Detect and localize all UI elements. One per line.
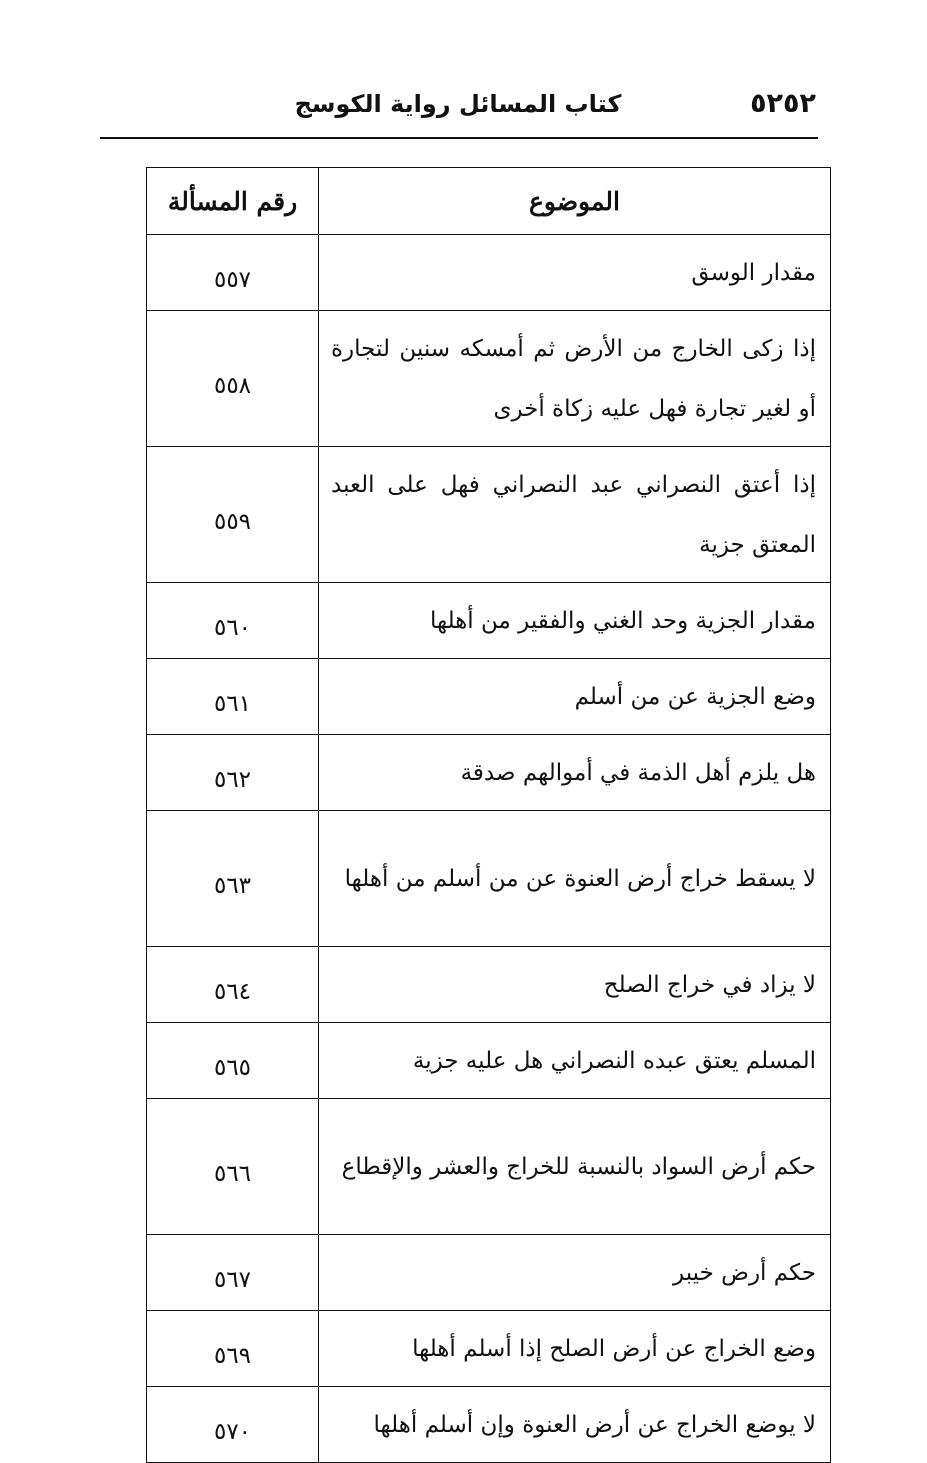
issue-number-cell: ٥٦٣: [147, 811, 319, 947]
table-row: [147, 947, 831, 1023]
topic-cell: مقدار الوسق: [319, 235, 831, 311]
table-row: [147, 1387, 831, 1463]
table-row: [147, 1099, 831, 1235]
topic-cell: لا يسقط خراج أرض العنوة عن من أسلم من أهلها: [319, 811, 831, 947]
table-row: [147, 583, 831, 659]
topic-cell: لا يوضع الخراج عن أرض العنوة وإن أسلم أهلها: [319, 1387, 831, 1463]
table-header-row: [147, 168, 831, 235]
topic-cell: مقدار الجزية وحد الغني والفقير من أهلها: [319, 583, 831, 659]
topic-cell: حكم أرض خيبر: [319, 1235, 831, 1311]
issue-number-cell: ٥٦٤: [147, 947, 319, 1023]
issue-number-cell: ٥٦٥: [147, 1023, 319, 1099]
issue-number-cell: ٥٦٩: [147, 1311, 319, 1387]
issue-number-cell: ٥٥٧: [147, 235, 319, 311]
column-header-topic: الموضوع: [319, 168, 831, 235]
table-row: [147, 811, 831, 947]
topic-cell: وضع الخراج عن أرض الصلح إذا أسلم أهلها: [319, 1311, 831, 1387]
issue-number-cell: ٥٦٢: [147, 735, 319, 811]
table-row: [147, 659, 831, 735]
column-header-number: رقم المسألة: [147, 168, 319, 235]
topic-cell: هل يلزم أهل الذمة في أموالهم صدقة: [319, 735, 831, 811]
table-row: [147, 1235, 831, 1311]
topic-cell: المسلم يعتق عبده النصراني هل عليه جزية: [319, 1023, 831, 1099]
table-row: [147, 1023, 831, 1099]
table-row: [147, 311, 831, 447]
table-row: [147, 235, 831, 311]
topic-cell: حكم أرض السواد بالنسبة للخراج والعشر والإقطاع: [319, 1099, 831, 1235]
table-row: [147, 735, 831, 811]
book-title: كتاب المسائل رواية الكوسج: [294, 90, 622, 118]
issue-number-cell: ٥٥٨: [147, 311, 319, 447]
topic-cell: لا يزاد في خراج الصلح: [319, 947, 831, 1023]
page-number: ٥٢٥٢: [750, 88, 816, 119]
topic-cell: إذا أعتق النصراني عبد النصراني فهل على العبد المعتق جزية: [319, 447, 831, 583]
table-row: [147, 1311, 831, 1387]
running-header: [100, 88, 816, 128]
header-divider: [100, 137, 818, 139]
topics-index-table: [146, 167, 831, 1463]
topic-cell: إذا زكى الخارج من الأرض ثم أمسكه سنين لتجارة أو لغير تجارة فهل عليه زكاة أخرى: [319, 311, 831, 447]
topic-cell: وضع الجزية عن من أسلم: [319, 659, 831, 735]
issue-number-cell: ٥٥٩: [147, 447, 319, 583]
issue-number-cell: ٥٦١: [147, 659, 319, 735]
issue-number-cell: ٥٦٧: [147, 1235, 319, 1311]
issue-number-cell: ٥٦٦: [147, 1099, 319, 1235]
issue-number-cell: ٥٦٠: [147, 583, 319, 659]
issue-number-cell: ٥٧٠: [147, 1387, 319, 1463]
table-row: [147, 447, 831, 583]
